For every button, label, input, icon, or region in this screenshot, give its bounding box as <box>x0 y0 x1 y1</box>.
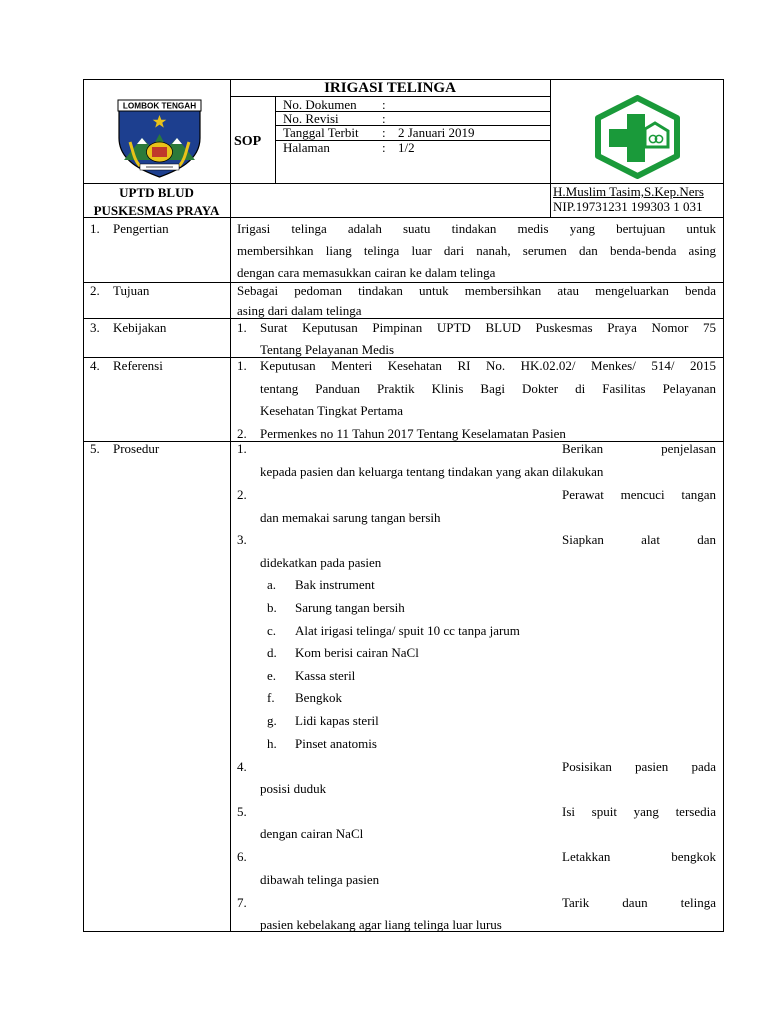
policy-item-number: 1. <box>237 320 247 335</box>
procedure-step-number: 6. <box>237 849 247 864</box>
tool-letter: g. <box>267 713 277 728</box>
tool-item: Kom berisi cairan NaCl <box>295 645 419 660</box>
reference-line: Permenkes no 11 Tahun 2017 Tentang Keselamatan Pasien <box>260 426 566 441</box>
section-number: 4. <box>90 358 100 373</box>
policy-line: Surat Keputusan Pimpinan UPTD BLUD Puskesmas Praya Nomor 75 <box>260 320 716 335</box>
section-label: Kebijakan <box>113 320 167 335</box>
tool-letter: a. <box>267 577 277 592</box>
procedure-step-lead: Perawat mencuci tangan <box>562 487 716 502</box>
crest-banner-text: LOMBOK TENGAH <box>122 101 197 111</box>
divider <box>83 318 724 319</box>
reference-line: Keputusan Menteri Kesehatan RI No. HK.02.02/ Menkes/ 514/ 2015 <box>260 358 716 373</box>
meta-label: Tanggal Terbit <box>283 125 359 140</box>
meta-value: 1/2 <box>398 140 415 155</box>
procedure-step-lead: Siapkan alat dan <box>562 532 716 547</box>
procedure-step-number: 4. <box>237 759 247 774</box>
meta-separator: : <box>382 140 386 155</box>
sop-label: SOP <box>234 134 262 149</box>
tool-letter: b. <box>267 600 277 615</box>
procedure-step-number: 2. <box>237 487 247 502</box>
procedure-step-number: 7. <box>237 895 247 910</box>
meta-separator: : <box>382 125 386 140</box>
tool-letter: d. <box>267 645 277 660</box>
reference-item-number: 2. <box>237 426 247 441</box>
section-label: Pengertian <box>113 221 169 236</box>
procedure-step-number: 5. <box>237 804 247 819</box>
meta-label: No. Dokumen <box>283 97 357 112</box>
procedure-step-lead: Tarik daun telinga <box>562 895 716 910</box>
procedure-step-text: dan memakai sarung tangan bersih <box>260 510 441 525</box>
section-number: 5. <box>90 441 100 456</box>
tool-item: Lidi kapas steril <box>295 713 379 728</box>
tool-item: Alat irigasi telinga/ spuit 10 cc tanpa jarum <box>295 623 520 638</box>
section-label: Prosedur <box>113 441 160 456</box>
meta-label: No. Revisi <box>283 111 339 126</box>
section-number: 3. <box>90 320 100 335</box>
procedure-step-text: kepada pasien dan keluarga tentang tindakan yang akan dilakukan <box>260 464 604 479</box>
definition-line: Irigasi telinga adalah suatu tindakan medis yang bertujuan untuk <box>237 221 716 236</box>
puskesmas-logo <box>592 95 683 179</box>
policy-line: Tentang Pelayanan Medis <box>260 342 395 357</box>
tool-item: Sarung tangan bersih <box>295 600 405 615</box>
procedure-step-number: 1. <box>237 441 247 456</box>
tool-letter: e. <box>267 668 277 683</box>
org-name: PUSKESMAS PRAYA <box>93 203 220 218</box>
tool-item: Kassa steril <box>295 668 356 683</box>
tool-letter: h. <box>267 736 277 751</box>
tool-item: Bak instrument <box>295 577 375 592</box>
reference-line: Kesehatan Tingkat Pertama <box>260 403 403 418</box>
section-number: 1. <box>90 221 100 236</box>
objective-line: Sebagai pedoman tindakan untuk membersihkan atau mengeluarkan benda <box>237 283 716 298</box>
signer-name: H.Muslim Tasim,S.Kep.Ners <box>553 184 704 199</box>
procedure-step-lead: Posisikan pasien pada <box>562 759 716 774</box>
section-label: Tujuan <box>113 283 150 298</box>
procedure-step-text: didekatkan pada pasien <box>260 555 382 570</box>
procedure-step-lead: Letakkan bengkok <box>562 849 716 864</box>
divider <box>230 218 231 932</box>
objective-line: asing dari dalam telinga <box>237 303 362 318</box>
procedure-step-text: posisi duduk <box>260 781 327 796</box>
org-name: UPTD BLUD <box>119 185 194 200</box>
tool-item: Bengkok <box>295 690 342 705</box>
lombok-tengah-crest-logo <box>116 98 203 178</box>
definition-line: membersihkan liang telinga luar dari nanah, serumen dan benda-benda asing <box>237 243 716 258</box>
meta-value: 2 Januari 2019 <box>398 125 475 140</box>
section-label: Referensi <box>113 358 163 373</box>
procedure-step-text: pasien kebelakang agar liang telinga luar lurus <box>260 917 502 932</box>
reference-line: tentang Panduan Praktik Klinis Bagi Dokter di Fasilitas Pelayanan <box>260 381 716 396</box>
procedure-step-number: 3. <box>237 532 247 547</box>
section-number: 2. <box>90 283 100 298</box>
procedure-step-lead: Isi spuit yang tersedia <box>562 804 716 819</box>
signer-nip: NIP.19731231 199303 1 031 <box>553 199 703 214</box>
procedure-step-text: dengan cairan NaCl <box>260 826 364 841</box>
meta-label: Halaman <box>283 140 330 155</box>
reference-item-number: 1. <box>237 358 247 373</box>
meta-separator: : <box>382 97 386 112</box>
document-title: IRIGASI TELINGA <box>324 80 456 96</box>
procedure-step-lead: Berikan penjelasan <box>562 441 716 456</box>
tool-letter: c. <box>267 623 277 638</box>
tool-letter: f. <box>267 690 275 705</box>
tool-item: Pinset anatomis <box>295 736 377 751</box>
procedure-step-text: dibawah telinga pasien <box>260 872 380 887</box>
definition-line: dengan cara memasukkan cairan ke dalam telinga <box>237 265 496 280</box>
meta-separator: : <box>382 111 386 126</box>
divider <box>550 79 551 218</box>
